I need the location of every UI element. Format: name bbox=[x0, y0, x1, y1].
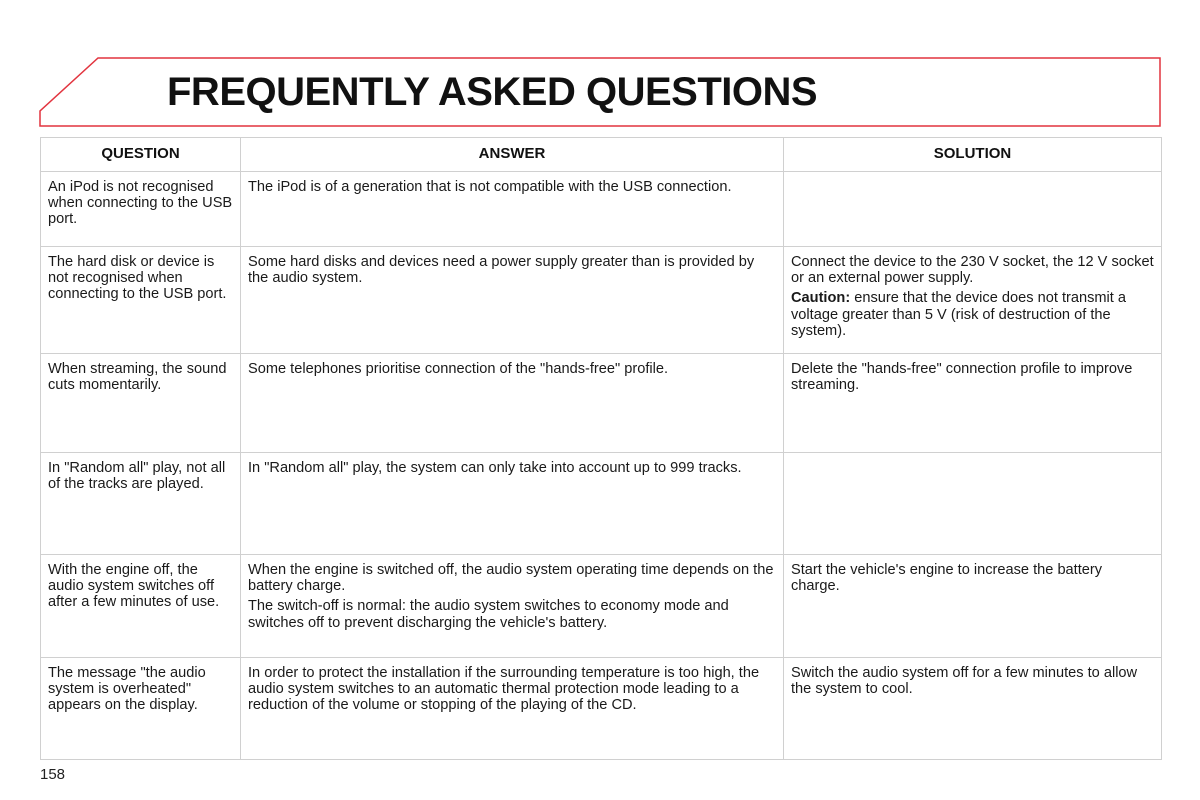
answer-cell bbox=[241, 453, 784, 555]
table-header-row bbox=[41, 138, 1162, 172]
question-cell bbox=[41, 555, 241, 658]
table-row bbox=[41, 247, 1162, 354]
header-question: QUESTION bbox=[41, 138, 241, 172]
answer-text: The iPod is of a generation that is not compatible with the USB connection. bbox=[248, 179, 732, 195]
table-row bbox=[41, 354, 1162, 453]
question-text: The hard disk or device is not recognised when connecting to the USB port. bbox=[48, 254, 227, 303]
answer-cell bbox=[241, 172, 784, 247]
solution-text: Start the vehicle's engine to increase the battery charge. bbox=[791, 562, 1103, 595]
solution-cell bbox=[784, 247, 1162, 354]
question-cell bbox=[41, 172, 241, 247]
table-row bbox=[41, 453, 1162, 555]
solution-paragraph bbox=[791, 254, 1154, 286]
answer-text: In order to protect the installation if the surrounding temperature is too high, the audio system switches to an automatic thermal protection mode leading to a reduction of the volume or stopping of the playing of the CD. bbox=[248, 665, 760, 714]
solution-text: Delete the "hands-free" connection profile to improve streaming. bbox=[791, 361, 1133, 394]
question-text: With the engine off, the audio system switches off after a few minutes of use. bbox=[48, 562, 220, 611]
answer-cell bbox=[241, 354, 784, 453]
solution-cell bbox=[784, 354, 1162, 453]
question-cell bbox=[41, 354, 241, 453]
answer-text: In "Random all" play, the system can only take into account up to 999 tracks. bbox=[248, 460, 742, 476]
answer-cell bbox=[241, 247, 784, 354]
question-cell bbox=[41, 453, 241, 555]
solution-lead: Caution: bbox=[791, 290, 851, 307]
answer-text: Some telephones prioritise connection of the "hands-free" profile. bbox=[248, 361, 669, 377]
solution-cell bbox=[784, 555, 1162, 658]
question-text: An iPod is not recognised when connecting to the USB port. bbox=[48, 179, 233, 228]
table-row bbox=[41, 658, 1162, 760]
solution-paragraph bbox=[791, 562, 1154, 594]
question-text: In "Random all" play, not all of the tracks are played. bbox=[48, 460, 226, 493]
solution-paragraph bbox=[791, 290, 1154, 339]
solution-text: ensure that the device does not transmit a voltage greater than 5 V (risk of destruction of the system). bbox=[791, 290, 1127, 339]
answer-cell bbox=[241, 555, 784, 658]
title-banner bbox=[0, 0, 1200, 140]
page-title: FREQUENTLY ASKED QUESTIONS bbox=[167, 70, 818, 114]
answer-cell bbox=[241, 658, 784, 760]
solution-cell bbox=[784, 453, 1162, 555]
answer-text: The switch-off is normal: the audio system switches to economy mode and switches off to prevent discharging the vehicle's battery. bbox=[248, 598, 729, 631]
solution-paragraph bbox=[791, 361, 1154, 393]
solution-text: Connect the device to the 230 V socket, the 12 V socket or an external power supply. bbox=[791, 254, 1154, 287]
question-text: When streaming, the sound cuts momentarily. bbox=[48, 361, 227, 394]
faq-table-body bbox=[41, 172, 1162, 760]
solution-text: Switch the audio system off for a few minutes to allow the system to cool. bbox=[791, 665, 1138, 698]
question-text: The message "the audio system is overheated" appears on the display. bbox=[48, 665, 206, 714]
table-row bbox=[41, 555, 1162, 658]
header-answer: ANSWER bbox=[241, 138, 784, 172]
solution-cell bbox=[784, 658, 1162, 760]
page-number: 158 bbox=[40, 766, 66, 783]
answer-text: When the engine is switched off, the audio system operating time depends on the battery charge. bbox=[248, 562, 774, 595]
question-cell bbox=[41, 247, 241, 354]
header-solution: SOLUTION bbox=[784, 138, 1162, 172]
faq-table bbox=[40, 137, 1162, 760]
answer-text: Some hard disks and devices need a power supply greater than is provided by the audio system. bbox=[248, 254, 755, 287]
question-cell bbox=[41, 658, 241, 760]
solution-cell bbox=[784, 172, 1162, 247]
solution-paragraph bbox=[791, 665, 1154, 697]
table-row bbox=[41, 172, 1162, 247]
